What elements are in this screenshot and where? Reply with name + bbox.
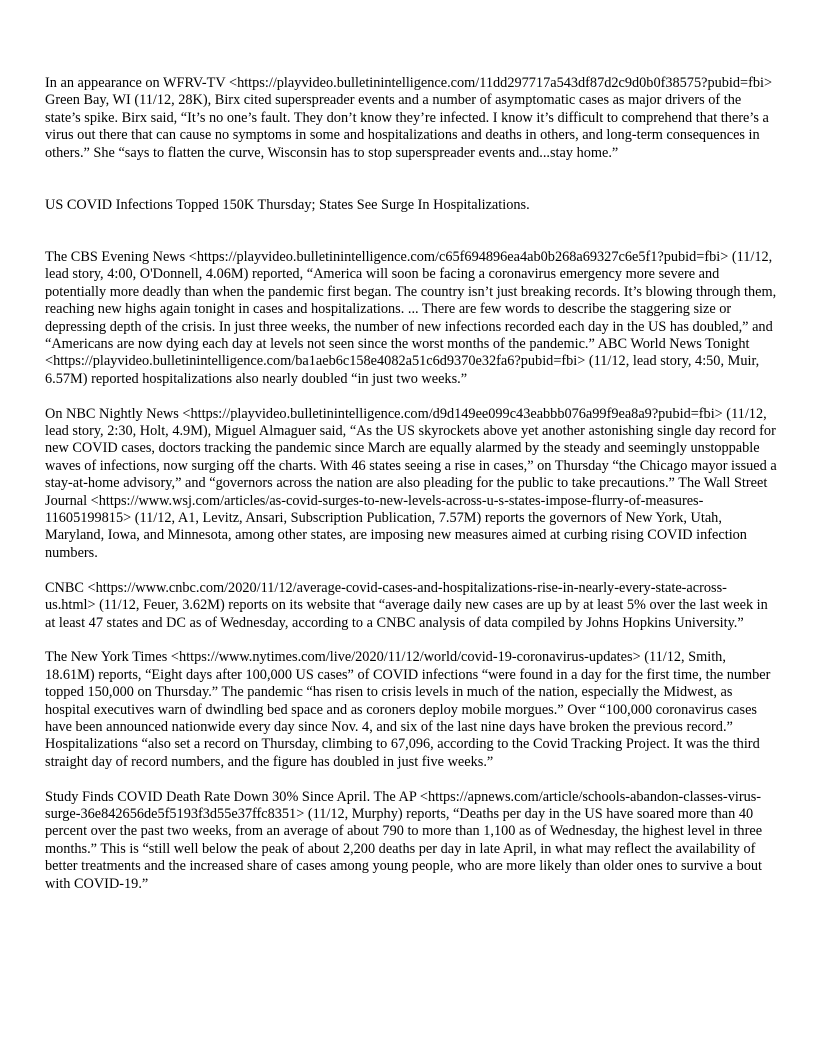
- spacer: [45, 232, 777, 249]
- paragraph-nbc-wsj: On NBC Nightly News <https://playvideo.bulletinintelligence.com/d9d149ee099c43eabbb076a99f9ea8a9?pubid=fbi> (11/12, lead story, 2:30, Holt, 4.9M), Miguel Almaguer said, “As the US skyrockets above yet another astonishing single day record for new COVID cases, doctors tracking the pandemic since March are equally alarmed by the steady and seemingly unstoppable waves of infections, now surging off the charts. With 46 states seeing a rise in cases,” on Thursday “the Chicago mayor issued a stay-at-home advisory,” and “governors across the nation are also pleading for the public to take precautions.” The Wall Street Journal <https://www.wsj.com/articles/as-covid-surges-to-new-levels-across-u-s-states-impose-flurry-of-measures-11605199815> (11/12, A1, Levitz, Ansari, Subscription Publication, 7.57M) reports the governors of New York, Utah, Maryland, Iowa, and Minnesota, among other states, are imposing new measures aimed at curbing rising COVID infection numbers.: [45, 405, 777, 561]
- spacer: [45, 179, 777, 196]
- document-page: [45, 75, 777, 893]
- spacer: [45, 162, 777, 179]
- spacer: [45, 562, 777, 579]
- spacer: [45, 632, 777, 649]
- paragraph-ap-death-rate: Study Finds COVID Death Rate Down 30% Since April. The AP <https://apnews.com/article/schools-abandon-classes-virus-surge-36e842656de5f5193f3d55e37ffc8351> (11/12, Murphy) reports, “Deaths per day in the US have soared more than 40 percent over the past two weeks, from an average of about 790 to more than 1,100 as of Wednesday, the highest level in three months.” This is “still well below the peak of about 2,200 deaths per day in late April, in what may reflect the availability of better treatments and the increased share of cases among young people, who are more likely than older ones to survive a bout with COVID-19.”: [45, 788, 763, 892]
- headline-covid-infections: US COVID Infections Topped 150K Thursday; States See Surge In Hospitalizations.: [45, 196, 530, 213]
- paragraph-cnbc: CNBC <https://www.cnbc.com/2020/11/12/average-covid-cases-and-hospitalizations-rise-in-nearly-every-state-across-us.html> (11/12, Feuer, 3.62M) reports on its website that “average daily new cases are up by at least 5% over the last week in at least 47 states and DC as of Wednesday, according to a CNBC analysis of data compiled by Johns Hopkins University.”: [45, 579, 768, 631]
- spacer: [45, 388, 777, 405]
- paragraph-nytimes: The New York Times <https://www.nytimes.com/live/2020/11/12/world/covid-19-coronavirus-updates> (11/12, Smith, 18.61M) reports, “Eight days after 100,000 US cases” of COVID infections “were found in a day for the first time, the number topped 150,000 on Thursday.” The pandemic “has risen to crisis levels in much of the nation, especially the Midwest, as hospital executives warn of dwindling bed space and as coroners deploy mobile morgues.” Over “100,000 coronavirus cases have been announced nationwide every day since Nov. 4, and six of the last nine days have broken the previous record.” Hospitalizations “also set a record on Thursday, climbing to 67,096, according to the Covid Tracking Project. It was the third straight day of record numbers, and the figure has doubled in just five weeks.”: [45, 649, 771, 770]
- spacer: [45, 214, 777, 231]
- spacer: [45, 771, 777, 788]
- paragraph-birx-wfrv: In an appearance on WFRV-TV <https://playvideo.bulletinintelligence.com/11dd297717a543df87d2c9d0b0f38575?pubid=fbi> Green Bay, WI (11/12, 28K), Birx cited superspreader events and a number of asymptomatic cases as major drivers of the state’s spike. Birx said, “It’s no one’s fault. They don’t know they’re infected. I know it’s difficult to comprehend that there’s a virus out there that can cause no symptoms in some and hospitalizations and deaths in others, and long-term consequences in others.” She “says to flatten the curve, Wisconsin has to stop superspreader events and...stay home.”: [45, 75, 773, 161]
- paragraph-cbs-abc: The CBS Evening News <https://playvideo.bulletinintelligence.com/c65f694896ea4ab0b268a69327c6e5f1?pubid=fbi> (11/12, lead story, 4:00, O'Donnell, 4.06M) reported, “America will soon be facing a coronavirus emergency more severe and potentially more deadly than when the pandemic first began. The country isn’t just breaking records. It’s blowing through them, reaching new highs again tonight in cases and hospitalizations. ... There are few words to describe the staggering size or depressing depth of the crisis. In just three weeks, the number of new infections recorded each day in the US has doubled,” and “Americans are now dying each day at levels not seen since the worst months of the pandemic.” ABC World News Tonight <https://playvideo.bulletinintelligence.com/ba1aeb6c158e4082a51c6d9370e32fa6?pubid=fbi> (11/12, lead story, 4:50, Muir, 6.57M) reported hospitalizations also nearly doubled “in just two weeks.”: [45, 249, 777, 387]
